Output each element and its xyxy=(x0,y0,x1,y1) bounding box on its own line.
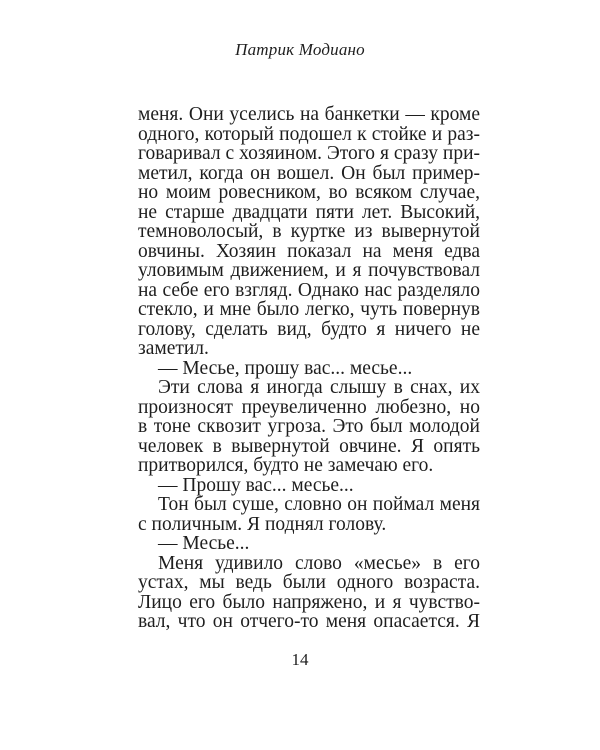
page-number: 14 xyxy=(291,650,309,669)
text-line: в тоне сквозит угроза. Это был молодой xyxy=(138,416,480,437)
text-line: устах, мы ведь были одного возраста. xyxy=(138,572,480,593)
text-line: Эти слова я иногда слышу в снах, их xyxy=(158,377,480,398)
text-line: одного, который подошел к стойке и раз- xyxy=(138,123,480,145)
text-line: не старше двадцати пяти лет. Высокий, xyxy=(138,201,480,223)
text-line: притворился, будто не замечаю его. xyxy=(138,455,434,476)
paragraph xyxy=(138,495,480,534)
text-line: темноволосый, в куртке из вывернутой xyxy=(138,221,480,242)
text-line: — Месье... xyxy=(158,533,250,554)
text-line: стекло, и мне было легко, чуть повернув xyxy=(138,299,480,320)
text-line: Меня удивило слово «месье» в его xyxy=(158,552,480,574)
text-line: говаривал с хозяином. Этого я сразу при- xyxy=(138,143,480,164)
text-line: человек в вывернутой овчине. Я опять xyxy=(138,435,480,457)
text-line: метил, когда он вошел. Он был пример- xyxy=(138,162,480,184)
text-line: заметил. xyxy=(138,338,209,359)
text-line: с поличным. Я поднял голову. xyxy=(138,513,387,535)
text-line: — Месье, прошу вас... месье... xyxy=(158,357,413,379)
text-line: но моим ровесником, во всяком случае, xyxy=(138,182,480,203)
text-line: Тон был суше, словно он поймал меня xyxy=(158,494,480,515)
text-line: произносят преувеличенно любезно, но xyxy=(138,396,480,418)
text-line: — Прошу вас... месье... xyxy=(158,474,354,496)
paragraph xyxy=(138,476,480,496)
paragraph xyxy=(138,534,480,554)
text-line: овчины. Хозяин показал на меня едва xyxy=(138,240,480,262)
text-line: уловимым движением, и я почувствовал xyxy=(138,260,480,281)
text-line: вал, что он отчего-то меня опасается. Я xyxy=(138,611,480,632)
text-line: голову, сделать вид, будто я ничего не xyxy=(138,318,480,340)
paragraph xyxy=(138,105,480,359)
text-line: меня. Они уселись на банкетки — кроме xyxy=(138,104,480,125)
paragraph xyxy=(138,378,480,476)
running-head-author: Патрик Модиано xyxy=(235,40,365,59)
paragraph xyxy=(138,554,480,632)
text-line: Лицо его было напряжено, и я чувство- xyxy=(138,591,480,613)
paragraph xyxy=(138,359,480,379)
text-line: на себе его взгляд. Однако нас разделяло xyxy=(138,279,480,301)
body-text xyxy=(138,105,480,632)
